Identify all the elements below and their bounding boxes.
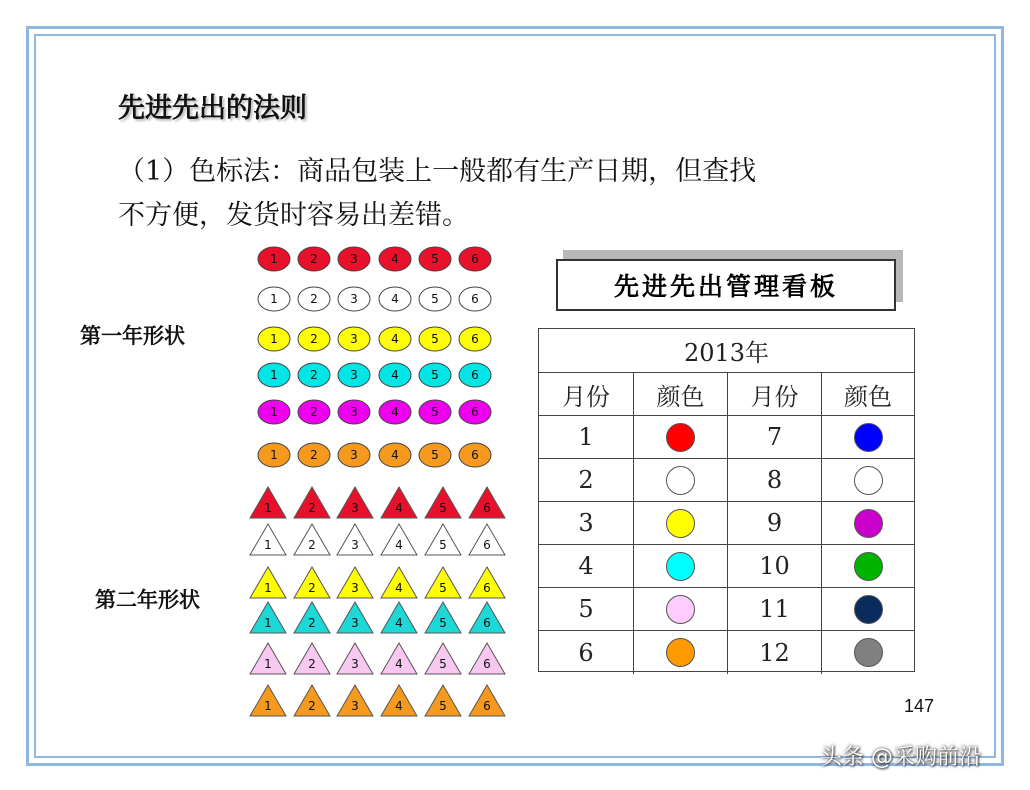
color-dot: [666, 466, 695, 495]
table-header-row: [539, 373, 914, 416]
circle-marker-number: 3: [350, 292, 358, 306]
table-year: 2013年: [539, 329, 914, 373]
month-cell: 9: [728, 502, 822, 544]
color-cell: [822, 631, 914, 674]
triangle-marker-number: 2: [308, 616, 316, 630]
watermark: 头条 @采购前沿: [820, 745, 981, 770]
triangle-marker-number: 1: [264, 616, 272, 630]
triangle-marker-number: 1: [264, 538, 272, 552]
triangle-marker-number: 6: [483, 538, 491, 552]
circle-marker-number: 4: [391, 292, 399, 306]
color-cell: [634, 631, 728, 674]
circle-marker-number: 2: [310, 252, 318, 266]
month-color-table: [538, 328, 915, 672]
circle-marker-number: 1: [270, 368, 278, 382]
month-cell: 3: [539, 502, 634, 544]
color-dot: [666, 552, 695, 581]
triangle-marker-number: 6: [483, 699, 491, 713]
circle-marker-number: 1: [270, 448, 278, 462]
board-title: 先进先出管理看板: [556, 259, 896, 311]
color-dot: [854, 595, 883, 624]
circle-marker-number: 4: [391, 252, 399, 266]
description-line-2: 不方便，发货时容易出差错。: [118, 200, 469, 231]
triangle-marker-number: 4: [395, 581, 403, 595]
circle-marker-number: 2: [310, 448, 318, 462]
circle-marker-number: 1: [270, 252, 278, 266]
triangle-marker-number: 6: [483, 501, 491, 515]
month-cell: 7: [728, 416, 822, 458]
triangle-marker-number: 3: [351, 616, 359, 630]
triangle-marker-number: 6: [483, 616, 491, 630]
circle-marker-number: 6: [471, 292, 479, 306]
slide-heading: 先进先出的法则: [118, 93, 307, 124]
circle-marker-number: 4: [391, 368, 399, 382]
circle-marker-number: 5: [431, 448, 439, 462]
circle-marker-number: 2: [310, 405, 318, 419]
color-dot: [854, 552, 883, 581]
month-cell: 8: [728, 459, 822, 501]
triangle-marker-number: 3: [351, 538, 359, 552]
month-cell: 5: [539, 588, 634, 630]
triangle-marker-number: 2: [308, 538, 316, 552]
triangle-marker-number: 5: [439, 657, 447, 671]
color-cell: [634, 545, 728, 587]
color-cell: [634, 459, 728, 501]
triangle-marker-number: 1: [264, 657, 272, 671]
triangle-marker-number: 4: [395, 699, 403, 713]
triangle-marker-number: 5: [439, 581, 447, 595]
header-color-2: 颜色: [844, 382, 892, 411]
circle-marker-number: 4: [391, 448, 399, 462]
triangle-marker-number: 4: [395, 657, 403, 671]
color-cell: [634, 502, 728, 544]
color-cell: [634, 588, 728, 630]
year1-shape-label: 第一年形状: [80, 323, 185, 348]
circle-marker-number: 4: [391, 332, 399, 346]
circle-marker-number: 2: [310, 332, 318, 346]
circle-marker-number: 3: [350, 252, 358, 266]
circle-marker-number: 1: [270, 405, 278, 419]
table-row: [539, 502, 914, 545]
triangle-marker-number: 3: [351, 501, 359, 515]
color-cell: [634, 416, 728, 458]
month-cell: 4: [539, 545, 634, 587]
triangle-marker-number: 6: [483, 657, 491, 671]
triangle-marker-number: 2: [308, 657, 316, 671]
triangle-marker-number: 1: [264, 699, 272, 713]
page-number: 147: [904, 696, 935, 716]
color-dot: [854, 423, 883, 452]
circle-marker-number: 3: [350, 448, 358, 462]
triangle-marker-number: 5: [439, 501, 447, 515]
table-row: [539, 545, 914, 588]
color-dot: [666, 509, 695, 538]
table-row: [539, 459, 914, 502]
color-dot: [666, 595, 695, 624]
color-cell: [822, 502, 914, 544]
circle-marker-number: 5: [431, 252, 439, 266]
circle-marker-number: 6: [471, 448, 479, 462]
circle-marker-number: 5: [431, 332, 439, 346]
month-cell: 12: [728, 631, 822, 674]
circle-marker-number: 6: [471, 405, 479, 419]
circle-marker-number: 2: [310, 292, 318, 306]
color-dot: [854, 509, 883, 538]
circle-marker-number: 5: [431, 405, 439, 419]
description-line-1: （1）色标法：商品包装上一般都有生产日期，但查找: [118, 156, 757, 187]
color-dot: [666, 638, 695, 667]
color-cell: [822, 588, 914, 630]
circle-marker-number: 6: [471, 332, 479, 346]
month-cell: 6: [539, 631, 634, 674]
color-dot: [666, 423, 695, 452]
table-row: [539, 631, 914, 674]
color-dot: [854, 466, 883, 495]
triangle-marker-number: 3: [351, 581, 359, 595]
circle-marker-number: 1: [270, 292, 278, 306]
circle-marker-number: 2: [310, 368, 318, 382]
triangle-marker-number: 2: [308, 699, 316, 713]
header-month-2: 月份: [728, 373, 822, 415]
circle-marker-number: 4: [391, 405, 399, 419]
circle-marker-number: 5: [431, 368, 439, 382]
month-cell: 2: [539, 459, 634, 501]
table-row: [539, 588, 914, 631]
header-month-1: 月份: [539, 373, 634, 415]
triangle-marker-number: 2: [308, 581, 316, 595]
triangle-marker-number: 3: [351, 657, 359, 671]
triangle-marker-number: 3: [351, 699, 359, 713]
triangle-marker-number: 5: [439, 538, 447, 552]
year2-shape-label: 第二年形状: [95, 587, 200, 612]
color-cell: [822, 545, 914, 587]
color-dot: [854, 638, 883, 667]
circle-marker-number: 5: [431, 292, 439, 306]
circle-marker-number: 6: [471, 252, 479, 266]
header-color-1: 颜色: [634, 373, 728, 415]
circle-marker-number: 3: [350, 405, 358, 419]
circle-marker-number: 1: [270, 332, 278, 346]
triangle-marker-number: 4: [395, 538, 403, 552]
triangle-marker-number: 5: [439, 616, 447, 630]
triangle-marker-number: 1: [264, 581, 272, 595]
color-cell: [822, 459, 914, 501]
month-cell: 1: [539, 416, 634, 458]
circle-marker-number: 3: [350, 368, 358, 382]
month-cell: 10: [728, 545, 822, 587]
triangle-marker-number: 4: [395, 501, 403, 515]
month-cell: 11: [728, 588, 822, 630]
circle-marker-number: 6: [471, 368, 479, 382]
circle-marker-number: 3: [350, 332, 358, 346]
triangle-marker-number: 4: [395, 616, 403, 630]
triangle-marker-number: 2: [308, 501, 316, 515]
triangle-marker-number: 6: [483, 581, 491, 595]
triangle-marker-number: 5: [439, 699, 447, 713]
triangle-marker-number: 1: [264, 501, 272, 515]
table-row: [539, 416, 914, 459]
color-cell: [822, 416, 914, 458]
